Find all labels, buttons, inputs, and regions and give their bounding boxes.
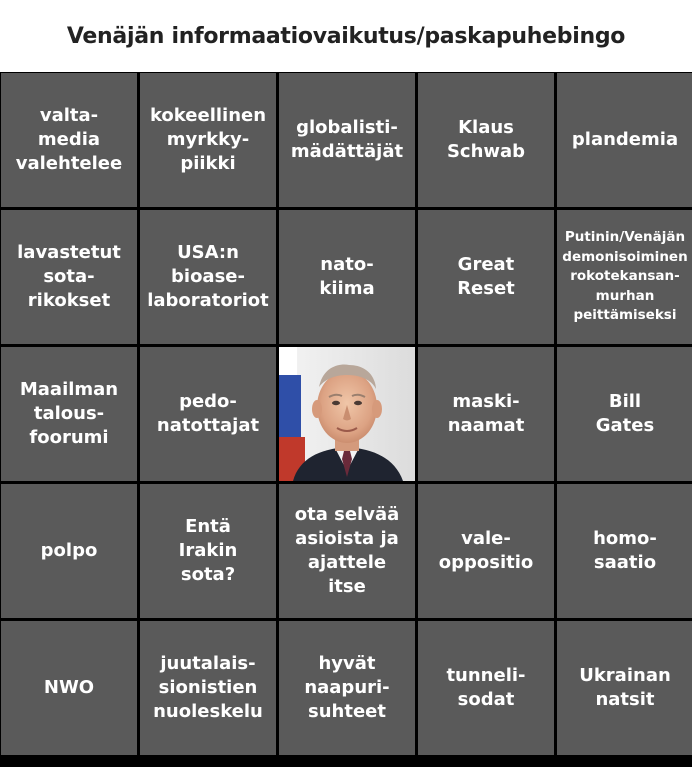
bingo-cell-valeoppositio [418,484,554,618]
bingo-cell-bill-gates [557,347,692,481]
bingo-cell-globalisti [279,73,415,207]
bingo-cell-label: juutalais- sionistien nuoleskelu [153,653,263,722]
bingo-cell-plandemia [557,73,692,207]
bingo-cell-center-portrait [279,347,415,481]
bingo-cell-label: pedo- natottajat [156,391,260,436]
bingo-cell-ukrainan-natsit [557,621,692,755]
bingo-cell-valtamedia [1,73,137,207]
portrait-photo [279,347,415,481]
bingo-cell-pedonatottajat [140,347,276,481]
bingo-cell-label: vale- oppositio [438,528,534,573]
bingo-grid [0,72,692,767]
bingo-cell-label: USA:n bioase- laboratoriot [147,242,269,311]
bingo-cell-label: Maailman talous- foorumi [19,379,119,448]
bingo-cell-irakin-sota [140,484,276,618]
bingo-cell-talousfoorumi [1,347,137,481]
bingo-cell-label: Ukrainan natsit [579,665,671,710]
page-title: Venäjän informaatiovaikutus/paskapuhebingo [66,23,626,49]
bingo-cell-sionistien [140,621,276,755]
bingo-cell-label: maski- naamat [447,391,525,436]
bingo-cell-klaus-schwab [418,73,554,207]
bingo-cell-label: Putinin/Venäjän demonisoiminen rokotekansan- murhan peittämiseksi [562,229,688,324]
bingo-cell-demonisoiminen [557,210,692,344]
bingo-cell-label: Great Reset [457,254,515,299]
bingo-cell-lavastetut [1,210,137,344]
bingo-cell-ota-selvaa [279,484,415,618]
bingo-cell-tunnelisodat [418,621,554,755]
bingo-cell-great-reset [418,210,554,344]
bingo-cell-homosaatio [557,484,692,618]
bingo-cell-label: ota selvää asioista ja ajattele itse [294,504,400,597]
bingo-cell-myrkkypiikki [140,73,276,207]
bingo-cell-label: Bill Gates [595,391,655,436]
bingo-cell-naapurisuhteet [279,621,415,755]
bingo-cell-label: NWO [43,677,95,699]
bingo-cell-nwo [1,621,137,755]
bingo-cell-label: homo- saatio [593,528,657,573]
bingo-cell-label: lavastetut sota- rikokset [17,242,121,311]
bingo-cell-label: tunneli- sodat [446,665,526,710]
bingo-cell-natokiima [279,210,415,344]
title-bar [0,0,692,72]
bingo-cell-label: nato- kiima [319,254,375,299]
bingo-cell-label: hyvät naapuri- suhteet [304,653,390,722]
bingo-cell-label: globalisti- mädättäjät [290,117,404,162]
bingo-cell-bioase [140,210,276,344]
bingo-cell-label: polpo [40,540,98,562]
bingo-cell-label: kokeellinen myrkky- piikki [149,105,267,174]
bingo-cell-label: valta- media valehtelee [15,105,123,174]
bingo-cell-label: plandemia [571,129,679,151]
bingo-cell-polpo [1,484,137,618]
bingo-cell-label: Klaus Schwab [446,117,526,162]
bingo-cell-maskinaamat [418,347,554,481]
bingo-cell-label: Entä Irakin sota? [178,516,238,585]
